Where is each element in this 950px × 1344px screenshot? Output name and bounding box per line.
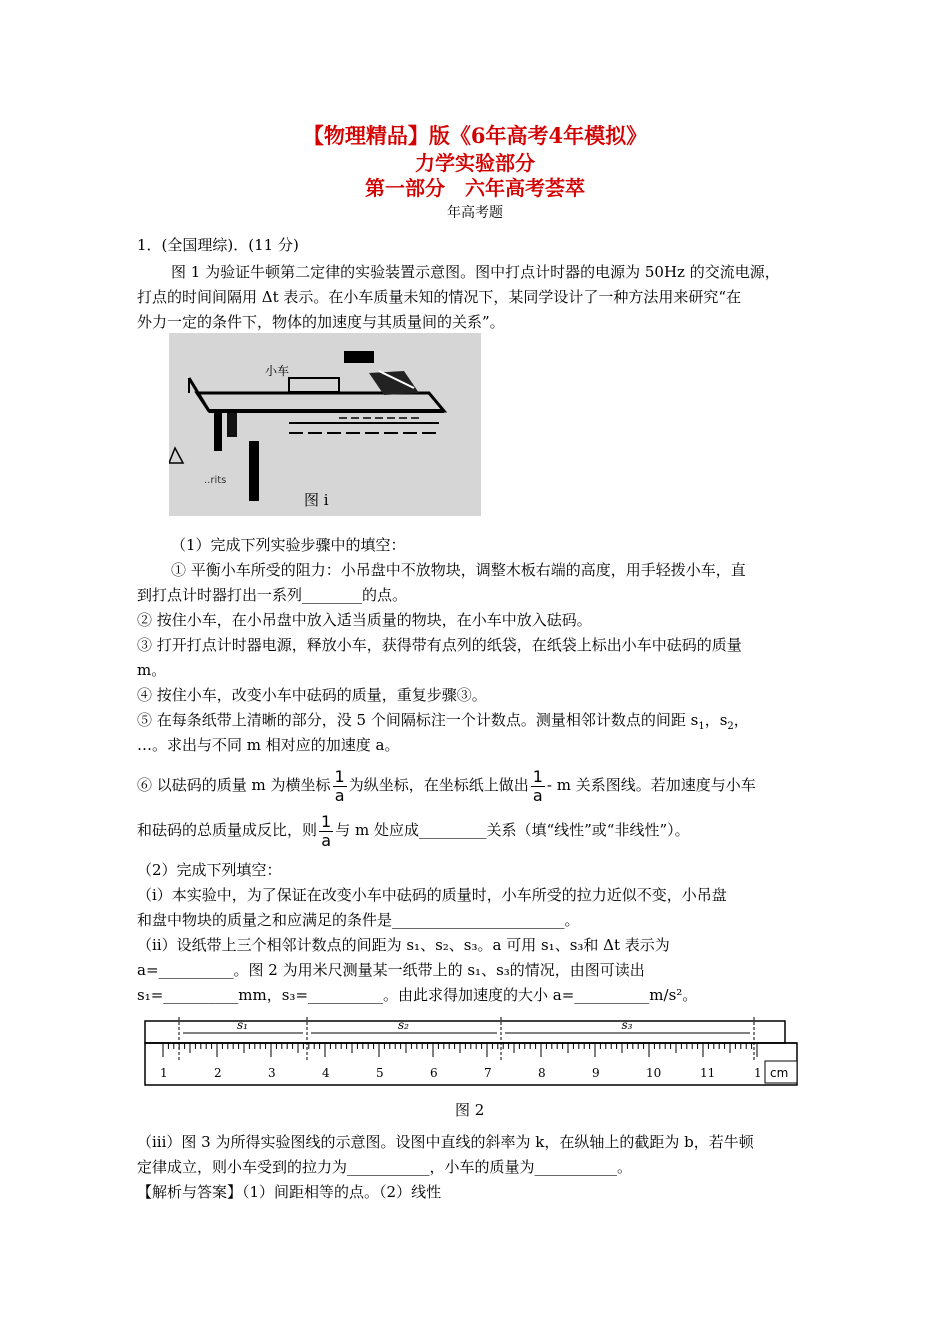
ruler-number: 1: [160, 1066, 168, 1080]
fraction-1-over-a: $\frac{1}{a}$: [334, 766, 345, 805]
apparatus-drawing: [169, 333, 481, 516]
part2-i-line2: 和盘中物块的质量之和应满足的条件是_______________________。: [137, 911, 580, 929]
part2-i-line1: （ⅰ）本实验中，为了保证在改变小车中砝码的质量时，小车所受的拉力近似不变，小吊盘: [137, 886, 727, 904]
answer-line: 【解析与答案】（1）间距相等的点。（2）线性: [137, 1183, 442, 1201]
figure-1-caption: 图 i: [304, 491, 329, 509]
part2-ii-line2: a=__________。图 2 为用米尺测量某一纸带上的 s₁、s₃的情况，由图可读出: [137, 961, 645, 979]
segment-label: s₂: [398, 1018, 409, 1032]
ruler-number: 3: [268, 1066, 276, 1080]
q1-intro-line3: 外力一定的条件下，物体的加速度与其质量间的关系”。: [137, 313, 505, 331]
part2-ii-line1: （ⅱ）设纸带上三个相邻计数点的间距为 s₁、s₂、s₃。a 可用 s₁、s₃和 Δt 表示为: [137, 936, 670, 954]
q1-heading: 1．(全国理综)．(11 分): [137, 236, 299, 254]
segment-label: s₃: [621, 1018, 633, 1032]
part2-iii-line1: （iii）图 3 为所得实验图线的示意图。设图中直线的斜率为 k，在纵轴上的截距为 b，若牛顿: [137, 1133, 754, 1151]
doc-subtitle-mechanics: 力学实验部分: [415, 151, 535, 175]
step1-line2: 到打点计时器打出一系列________的点。: [137, 586, 408, 604]
fraction-1-over-a: $\frac{1}{a}$: [532, 766, 543, 805]
doc-subtitle-part: 第一部分 六年高考荟萃: [365, 176, 585, 200]
ruler-number: 1: [754, 1066, 762, 1080]
ruler-number: 5: [376, 1066, 384, 1080]
ruler-unit: cm: [770, 1066, 789, 1080]
cart-label: 小车: [265, 364, 290, 378]
ruler-number: 4: [322, 1066, 330, 1080]
part2-title: （2）完成下列填空：: [137, 861, 282, 879]
ruler-number: 10: [646, 1066, 662, 1080]
q1-intro-line1: 图 1 为验证牛顿第二定律的实验装置示意图。图中打点计时器的电源为 50Hz 的交流电源，: [171, 263, 780, 281]
part2-ii-line3: s₁=__________mm，s₃=__________。由此求得加速度的大小 a=__________m/s²。: [137, 986, 698, 1004]
doc-title: 【物理精品】版《6年高考4年模拟》: [302, 123, 648, 148]
svg-text:..rits: ..rits: [204, 475, 227, 486]
ruler-number: 11: [700, 1066, 716, 1080]
step3-line1: ③ 打开打点计时器电源，释放小车，获得带有点列的纸袋，在纸袋上标出小车中砝码的质量: [137, 636, 742, 654]
ruler-number: 9: [592, 1066, 600, 1080]
ruler-number: 8: [538, 1066, 546, 1080]
figure-2-ruler: [137, 1003, 817, 1123]
part2-iii-line2: 定律成立，则小车受到的拉力为___________，小车的质量为___________。: [137, 1158, 633, 1176]
ruler-drawing: [137, 1003, 817, 1123]
part1-title: （1）完成下列实验步骤中的填空：: [171, 536, 406, 554]
ruler-number: 2: [214, 1066, 222, 1080]
fraction-1-over-a: $\frac{1}{a}$: [321, 811, 332, 850]
step5-line2: …。求出与不同 m 相对应的加速度 a。: [137, 736, 400, 754]
step3-line2: m。: [137, 661, 167, 679]
q1-intro-line2: 打点的时间间隔用 Δt 表示。在小车质量未知的情况下，某同学设计了一种方法用来研究“在: [137, 288, 742, 306]
step4: ④ 按住小车，改变小车中砝码的质量，重复步骤③。: [137, 686, 487, 704]
figure-1-apparatus: [169, 333, 481, 516]
doc-subtitle-year: 年高考题: [447, 205, 503, 221]
segment-label: s₁: [237, 1018, 248, 1032]
step6-line1: ⑥ 以砝码的质量 m 为横坐标 $\frac{1}{a}$ 为纵坐标，在坐标纸上做出 $\frac{1}{a}$ - m 关系图线。若加速度与小车: [137, 766, 756, 805]
step1-line1: ① 平衡小车所受的阻力：小吊盘中不放物块，调整木板右端的高度，用手轻拨小车，直: [171, 561, 746, 579]
step6-line2: 和砝码的总质量成反比，则 $\frac{1}{a}$ 与 m 处应成_________关系（填“线性”或“非线性”）。: [137, 811, 690, 850]
figure-2-caption: 图 2: [455, 1101, 485, 1119]
step5-line1: ⑤ 在每条纸带上清晰的部分，没 5 个间隔标注一个计数点。测量相邻计数点的间距 $s_1$，$s_2$，: [137, 711, 749, 732]
ruler-number: 7: [484, 1066, 492, 1080]
step2: ② 按住小车，在小吊盘中放入适当质量的物块，在小车中放入砝码。: [137, 611, 592, 629]
ruler-number: 6: [430, 1066, 438, 1080]
